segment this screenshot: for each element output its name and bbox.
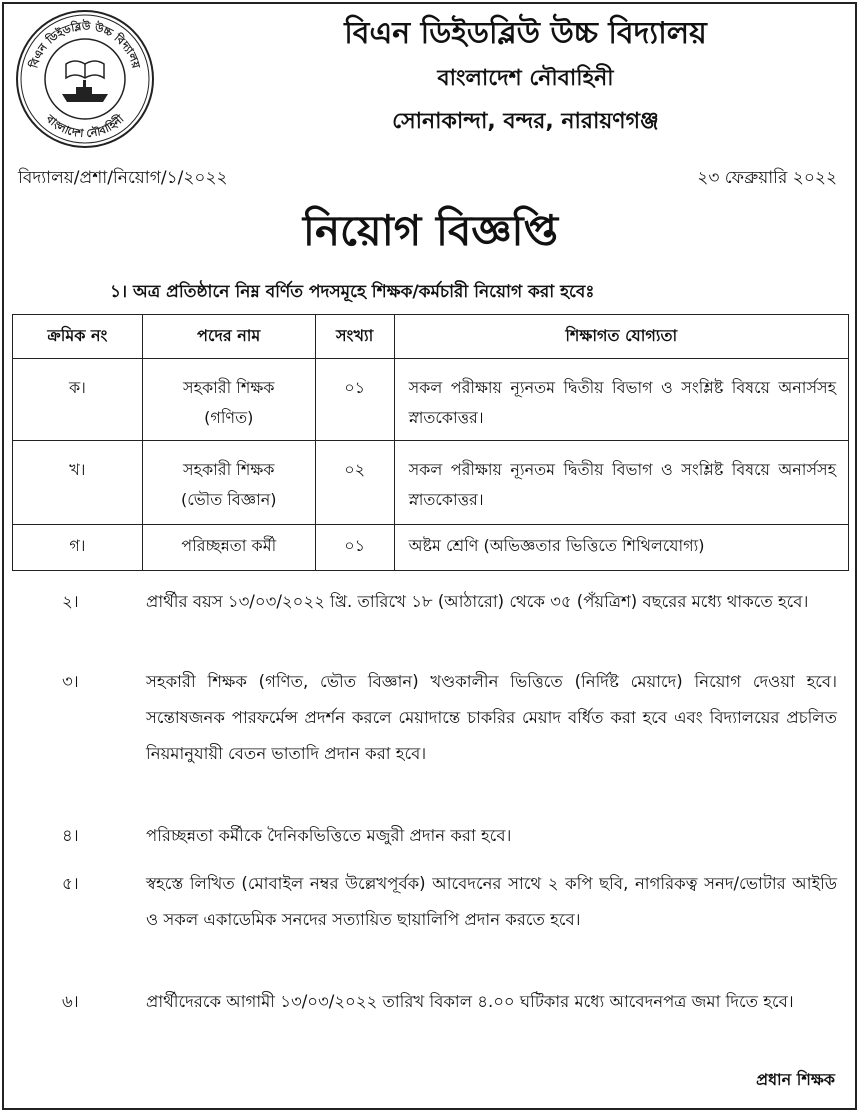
header-post: পদের নাম — [142, 315, 315, 359]
reference-row — [18, 162, 837, 194]
paragraph-text: পরিচ্ছন্নতা কর্মীকে দৈনিকভিত্তিতে মজুরী প্রদান করা হবে। — [146, 826, 512, 845]
paragraph-text: স্বহস্তে লিখিত (মোবাইল নম্বর উল্লেখপূর্বক) আবেদনের সাথে ২ কপি ছবি, নাগরিকত্ব সনদ/ভোটার আইডি ও সকল একাডেমিক সনদের সত্যায়িত ছায়ালিপি প্রদান করতে হবে। — [146, 874, 837, 929]
row-post-title: সহকারী শিক্ষক — [183, 460, 275, 479]
row-serial: খ। — [13, 441, 143, 525]
signature-designation: প্রধান শিক্ষক — [756, 1070, 835, 1089]
table-row — [13, 525, 849, 571]
row-serial: গ। — [13, 525, 143, 571]
row-serial: ক। — [13, 359, 143, 441]
row-post — [142, 359, 315, 441]
row-qualification: অষ্টম শ্রেণি (অভিজ্ঞতার ভিত্তিতে শিথিলযোগ্য) — [394, 525, 848, 571]
row-post-title: পরিচ্ছন্নতা কর্মী — [181, 536, 277, 555]
intro-line: ১। অত্র প্রতিষ্ঠানে নিম্ন বর্ণিত পদসমূহে শিক্ষক/কর্মচারী নিয়োগ করা হবেঃ — [110, 282, 595, 302]
table-row — [13, 441, 849, 525]
header-qualification: শিক্ষাগত যোগ্যতা — [394, 315, 848, 359]
table-row — [13, 359, 849, 441]
row-post — [142, 525, 315, 571]
row-post — [142, 441, 315, 525]
row-post-subject: (গণিত) — [204, 408, 254, 427]
vacancy-table — [12, 314, 849, 571]
row-count: ০১ — [315, 525, 394, 571]
row-post-title: সহকারী শিক্ষক — [183, 378, 275, 397]
row-count: ০২ — [315, 441, 394, 525]
header-serial: ক্রমিক নং — [13, 315, 143, 359]
row-qualification: সকল পরীক্ষায় ন্যূনতম দ্বিতীয় বিভাগ ও সংশ্লিষ্ট বিষয়ে অনার্সসহ স্নাতকোত্তর। — [394, 359, 848, 441]
paragraph-number: ৪। — [62, 826, 79, 845]
school-address: সোনাকান্দা, বন্দর, নারায়ণগঞ্জ — [392, 109, 659, 134]
table-header-row — [13, 315, 849, 359]
header-count: সংখ্যা — [315, 315, 394, 359]
school-name: বিএন ডিইডব্লিউ উচ্চ বিদ্যালয় — [344, 16, 707, 51]
notice-date: ২৩ ফেব্রুয়ারি ২০২২ — [697, 168, 837, 188]
ship-icon — [62, 80, 108, 102]
school-logo — [14, 8, 156, 150]
paragraph-text: প্রার্থীর বয়স ১৩/০৩/২০২২ খ্রি. তারিখে ১৮ (আঠারো) থেকে ৩৫ (পঁয়ত্রিশ) বছরের মধ্যে থাকতে হবে। — [146, 592, 809, 611]
logo-bottom-text: বাংলাদেশ নৌবাহিনী — [43, 112, 127, 141]
memo-number: বিদ্যালয়/প্রশা/নিয়োগ/১/২০২২ — [18, 168, 228, 188]
organization-name: বাংলাদেশ নৌবাহিনী — [437, 66, 614, 91]
paragraph-text: সহকারী শিক্ষক (গণিত, ভৌত বিজ্ঞান) খণ্ডকালীন ভিত্তিতে (নির্দিষ্ট মেয়াদে) নিয়োগ দেওয়া হবে। সন্তোষজনক পারফর্মেন্স প্রদর্শন করলে মেয়াদান্তে চাকরির মেয়াদ বর্ধিত করা হবে এবং বিদ্যালয়ের প্রচলিত নিয়মানুযায়ী বেতন ভাতাদি প্রদান করা হবে। — [146, 672, 837, 763]
paragraph-number: ৩। — [62, 672, 79, 691]
logo-top-text: বিএন ডিইডব্লিউ উচ্চ বিদ্যালয় — [27, 19, 143, 70]
notice-title: নিয়োগ বিজ্ঞপ্তি — [302, 206, 559, 255]
row-count: ০১ — [315, 359, 394, 441]
paragraph-number: ৫। — [62, 874, 79, 893]
row-qualification: সকল পরীক্ষায় ন্যূনতম দ্বিতীয় বিভাগ ও সংশ্লিষ্ট বিষয়ে অনার্সসহ স্নাতকোত্তর। — [394, 441, 848, 525]
paragraph-text: প্রার্থীদেরকে আগামী ১৩/০৩/২০২২ তারিখ বিকাল ৪.০০ ঘটিকার মধ্যে আবেদনপত্র জমা দিতে হবে। — [146, 992, 794, 1011]
book-icon — [66, 61, 104, 78]
paragraph-number: ২। — [62, 592, 79, 611]
paragraph-number: ৬। — [62, 992, 79, 1011]
row-post-subject: (ভৌত বিজ্ঞান) — [180, 490, 277, 509]
